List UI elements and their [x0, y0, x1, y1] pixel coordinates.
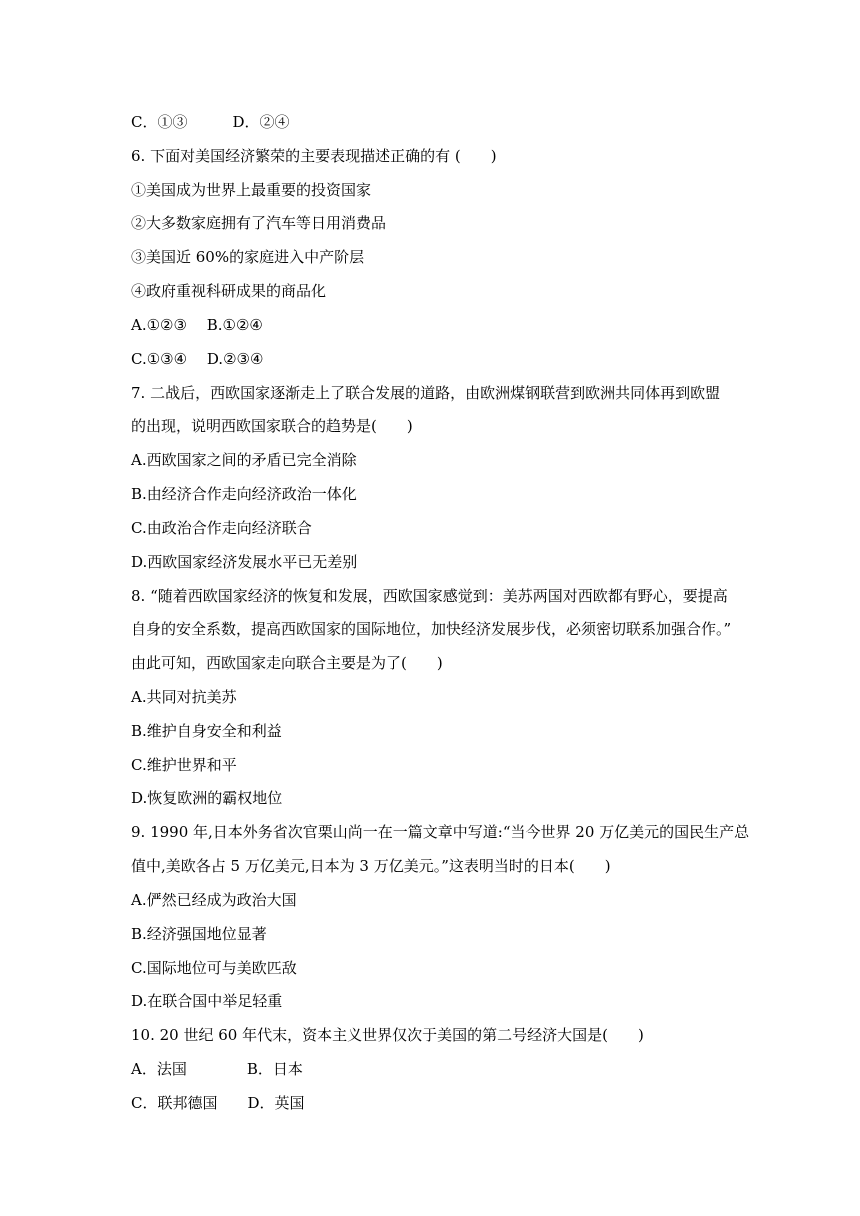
q6-statement-1: ①美国成为世界上最重要的投资国家: [131, 181, 372, 199]
q7-option-a: A.西欧国家之间的矛盾已完全消除: [131, 451, 357, 469]
q6-statement-2: ②大多数家庭拥有了汽车等日用消费品: [131, 214, 387, 232]
q9-option-a: A.俨然已经成为政治大国: [131, 891, 297, 909]
q7-option-d: D.西欧国家经济发展水平已无差别: [131, 553, 358, 571]
q8-stem-line2: 自身的安全系数，提高西欧国家的国际地位，加快经济发展步伐，必须密切联系加强合作。”: [131, 620, 732, 638]
q8-option-d: D.恢复欧洲的霸权地位: [131, 789, 283, 807]
q7-stem-line1: 7. 二战后，西欧国家逐渐走上了联合发展的道路，由欧洲煤钢联营到欧洲共同体再到欧盟: [131, 384, 721, 402]
q6-statement-4: ④政府重视科研成果的商品化: [131, 282, 327, 300]
q10-options-ab: A．法国 B．日本: [131, 1060, 303, 1078]
q8-option-a: A.共同对抗美苏: [131, 688, 237, 706]
q6-options-ab: A.①②③ B.①②④: [131, 316, 263, 334]
q8-stem-line1: 8. “随着西欧国家经济的恢复和发展，西欧国家感觉到：美苏两国对西欧都有野心，要提高: [131, 587, 728, 605]
q7-option-b: B.由经济合作走向经济政治一体化: [131, 485, 357, 503]
q6-options-cd: C.①③④ D.②③④: [131, 350, 264, 368]
q6-stem: 6. 下面对美国经济繁荣的主要表现描述正确的有 ( ): [131, 147, 497, 165]
q10-stem: 10. 20 世纪 60 年代末，资本主义世界仅次于美国的第二号经济大国是( ): [131, 1026, 644, 1044]
q9-option-c: C.国际地位可与美欧匹敌: [131, 959, 297, 977]
q9-stem-line1: 9. 1990 年,日本外务省次官栗山尚一在一篇文章中写道:“当今世界 20 万亿美元的国民生产总: [131, 823, 750, 841]
q7-stem-line2: 的出现，说明西欧国家联合的趋势是( ): [131, 417, 413, 435]
q9-stem-line2: 值中,美欧各占 5 万亿美元,日本为 3 万亿美元。”这表明当时的日本( ): [131, 857, 611, 875]
q5-options-cd: C．①③ D．②④: [131, 113, 290, 131]
q9-option-d: D.在联合国中举足轻重: [131, 992, 283, 1010]
q10-options-cd: C．联邦德国 D．英国: [131, 1094, 305, 1112]
q7-option-c: C.由政治合作走向经济联合: [131, 519, 312, 537]
q8-option-c: C.维护世界和平: [131, 756, 237, 774]
q6-statement-3: ③美国近 60%的家庭进入中产阶层: [131, 248, 365, 266]
q8-stem-line3: 由此可知，西欧国家走向联合主要是为了( ): [131, 654, 443, 672]
q8-option-b: B.维护自身安全和利益: [131, 722, 282, 740]
q9-option-b: B.经济强国地位显著: [131, 925, 267, 943]
